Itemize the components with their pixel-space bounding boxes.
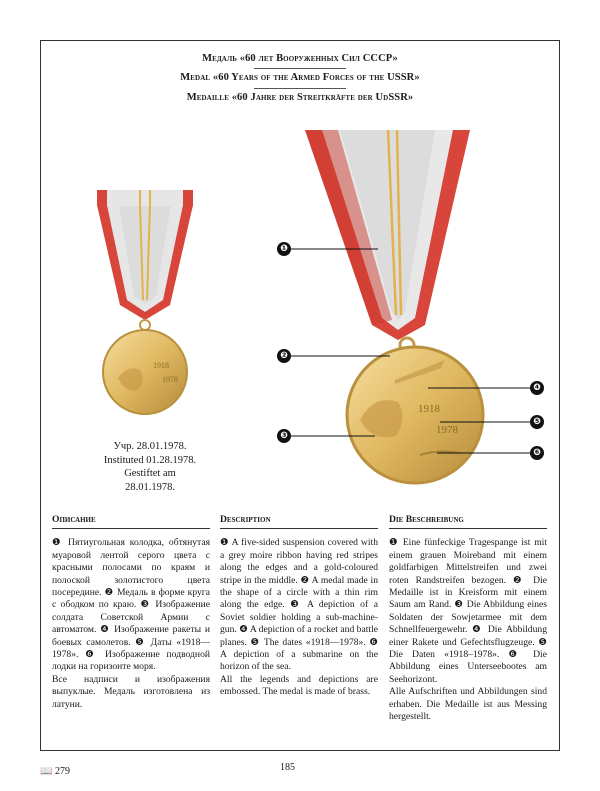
page-number: 185 bbox=[280, 762, 295, 773]
callout-4: ❹ bbox=[530, 381, 544, 395]
large-medal-year-top: 1918 bbox=[418, 403, 440, 415]
title-russian: Медаль «60 лет Вооруженных Сил СССР» bbox=[202, 53, 398, 64]
small-medal-year-bottom: 1978 bbox=[162, 375, 178, 384]
column-german bbox=[389, 514, 547, 724]
small-medal-year-top: 1918 bbox=[153, 361, 169, 370]
description-english: ❶ A five-sided suspension covered with a grey moire ribbon having red stripes along the edges and a gold-coloured stripe in the middle. ❷ A medal made in the shape of a circle with a thin rim along the edge. ❸ A depiction of a Soviet soldier holding a sub-machine-gun. ❹ A depiction of a rocket and battle planes. ❺ The dates «1918—1978». ❻ A depiction of a submarine on the horizon of the sea. bbox=[220, 537, 378, 673]
title-german: Medaille «60 Jahre der Streitkräfte der UdSSR» bbox=[186, 92, 414, 103]
callout-2: ❷ bbox=[277, 349, 291, 363]
heading-russian: Описание bbox=[52, 514, 210, 529]
small-medal-disc bbox=[103, 330, 187, 414]
title-english: Medal «60 Years of the Armed Forces of the USSR» bbox=[180, 72, 420, 83]
institution-caption bbox=[100, 440, 200, 494]
catalog-number: 279 bbox=[54, 766, 70, 777]
heading-english: Description bbox=[220, 514, 378, 529]
note-russian: Все надписи и изображения выпуклые. Медаль изготовлена из латуни. bbox=[52, 673, 210, 710]
description-russian: ❶ Пятиугольная колодка, обтянутая муаровой лентой серого цвета с красными полосами по краям и полоской золотистого цвета посередине. ❷ Медаль в форме круга с ободком по краю. ❸ Изображение солдата Советской Армии с автоматом. ❹ Изображение ракеты и боевых самолетов. ❺ Даты «1918—1978». ❻ Изображение подводной лодки на горизонте моря. bbox=[52, 537, 210, 673]
small-medal-ring bbox=[140, 320, 150, 330]
caption-english: Instituted 01.28.1978. bbox=[103, 454, 197, 466]
large-medal-year-bottom: 1978 bbox=[436, 424, 458, 436]
heading-german: Die Beschreibung bbox=[389, 514, 547, 529]
note-german: Alle Aufschriften und Abbildungen sind erhaben. Die Medaille ist aus Messing hergestellt. bbox=[389, 686, 547, 723]
note-english: All the legends and depictions are embossed. The medal is made of brass. bbox=[220, 673, 378, 698]
large-medal-ribbon bbox=[305, 130, 470, 340]
callout-5: ❺ bbox=[530, 415, 544, 429]
callout-6: ❻ bbox=[530, 446, 544, 460]
callout-1: ❶ bbox=[277, 242, 291, 256]
column-english bbox=[220, 514, 378, 699]
caption-russian: Учр. 28.01.1978. bbox=[113, 441, 187, 452]
book-icon: 📖 bbox=[40, 766, 53, 777]
caption-german: Gestiftet am 28.01.1978. bbox=[124, 468, 176, 493]
description-german: ❶ Eine fünfeckige Tragespange ist mit einem grauen Moireband mit einem goldfarbigen Mittelstreifen und zwei roten Randstreifen bezogen. ❷ Die Medaille ist in Kreisform mit einem Saum am Rand. ❸ Die Abbildung eines Soldaten der Sowjetarmee mit dem Schnellfeuergewehr. ❹ Die Abbildung einer Rakete und Gefechtsflugzeuge. ❺ Die Daten «1918–1978». ❻ Die Abbildung eines Unterseebootes am Seehorizont. bbox=[389, 537, 547, 685]
small-medal-ribbon bbox=[97, 190, 193, 320]
callout-3: ❸ bbox=[277, 429, 291, 443]
catalog-reference bbox=[40, 766, 70, 777]
column-russian bbox=[52, 514, 210, 711]
